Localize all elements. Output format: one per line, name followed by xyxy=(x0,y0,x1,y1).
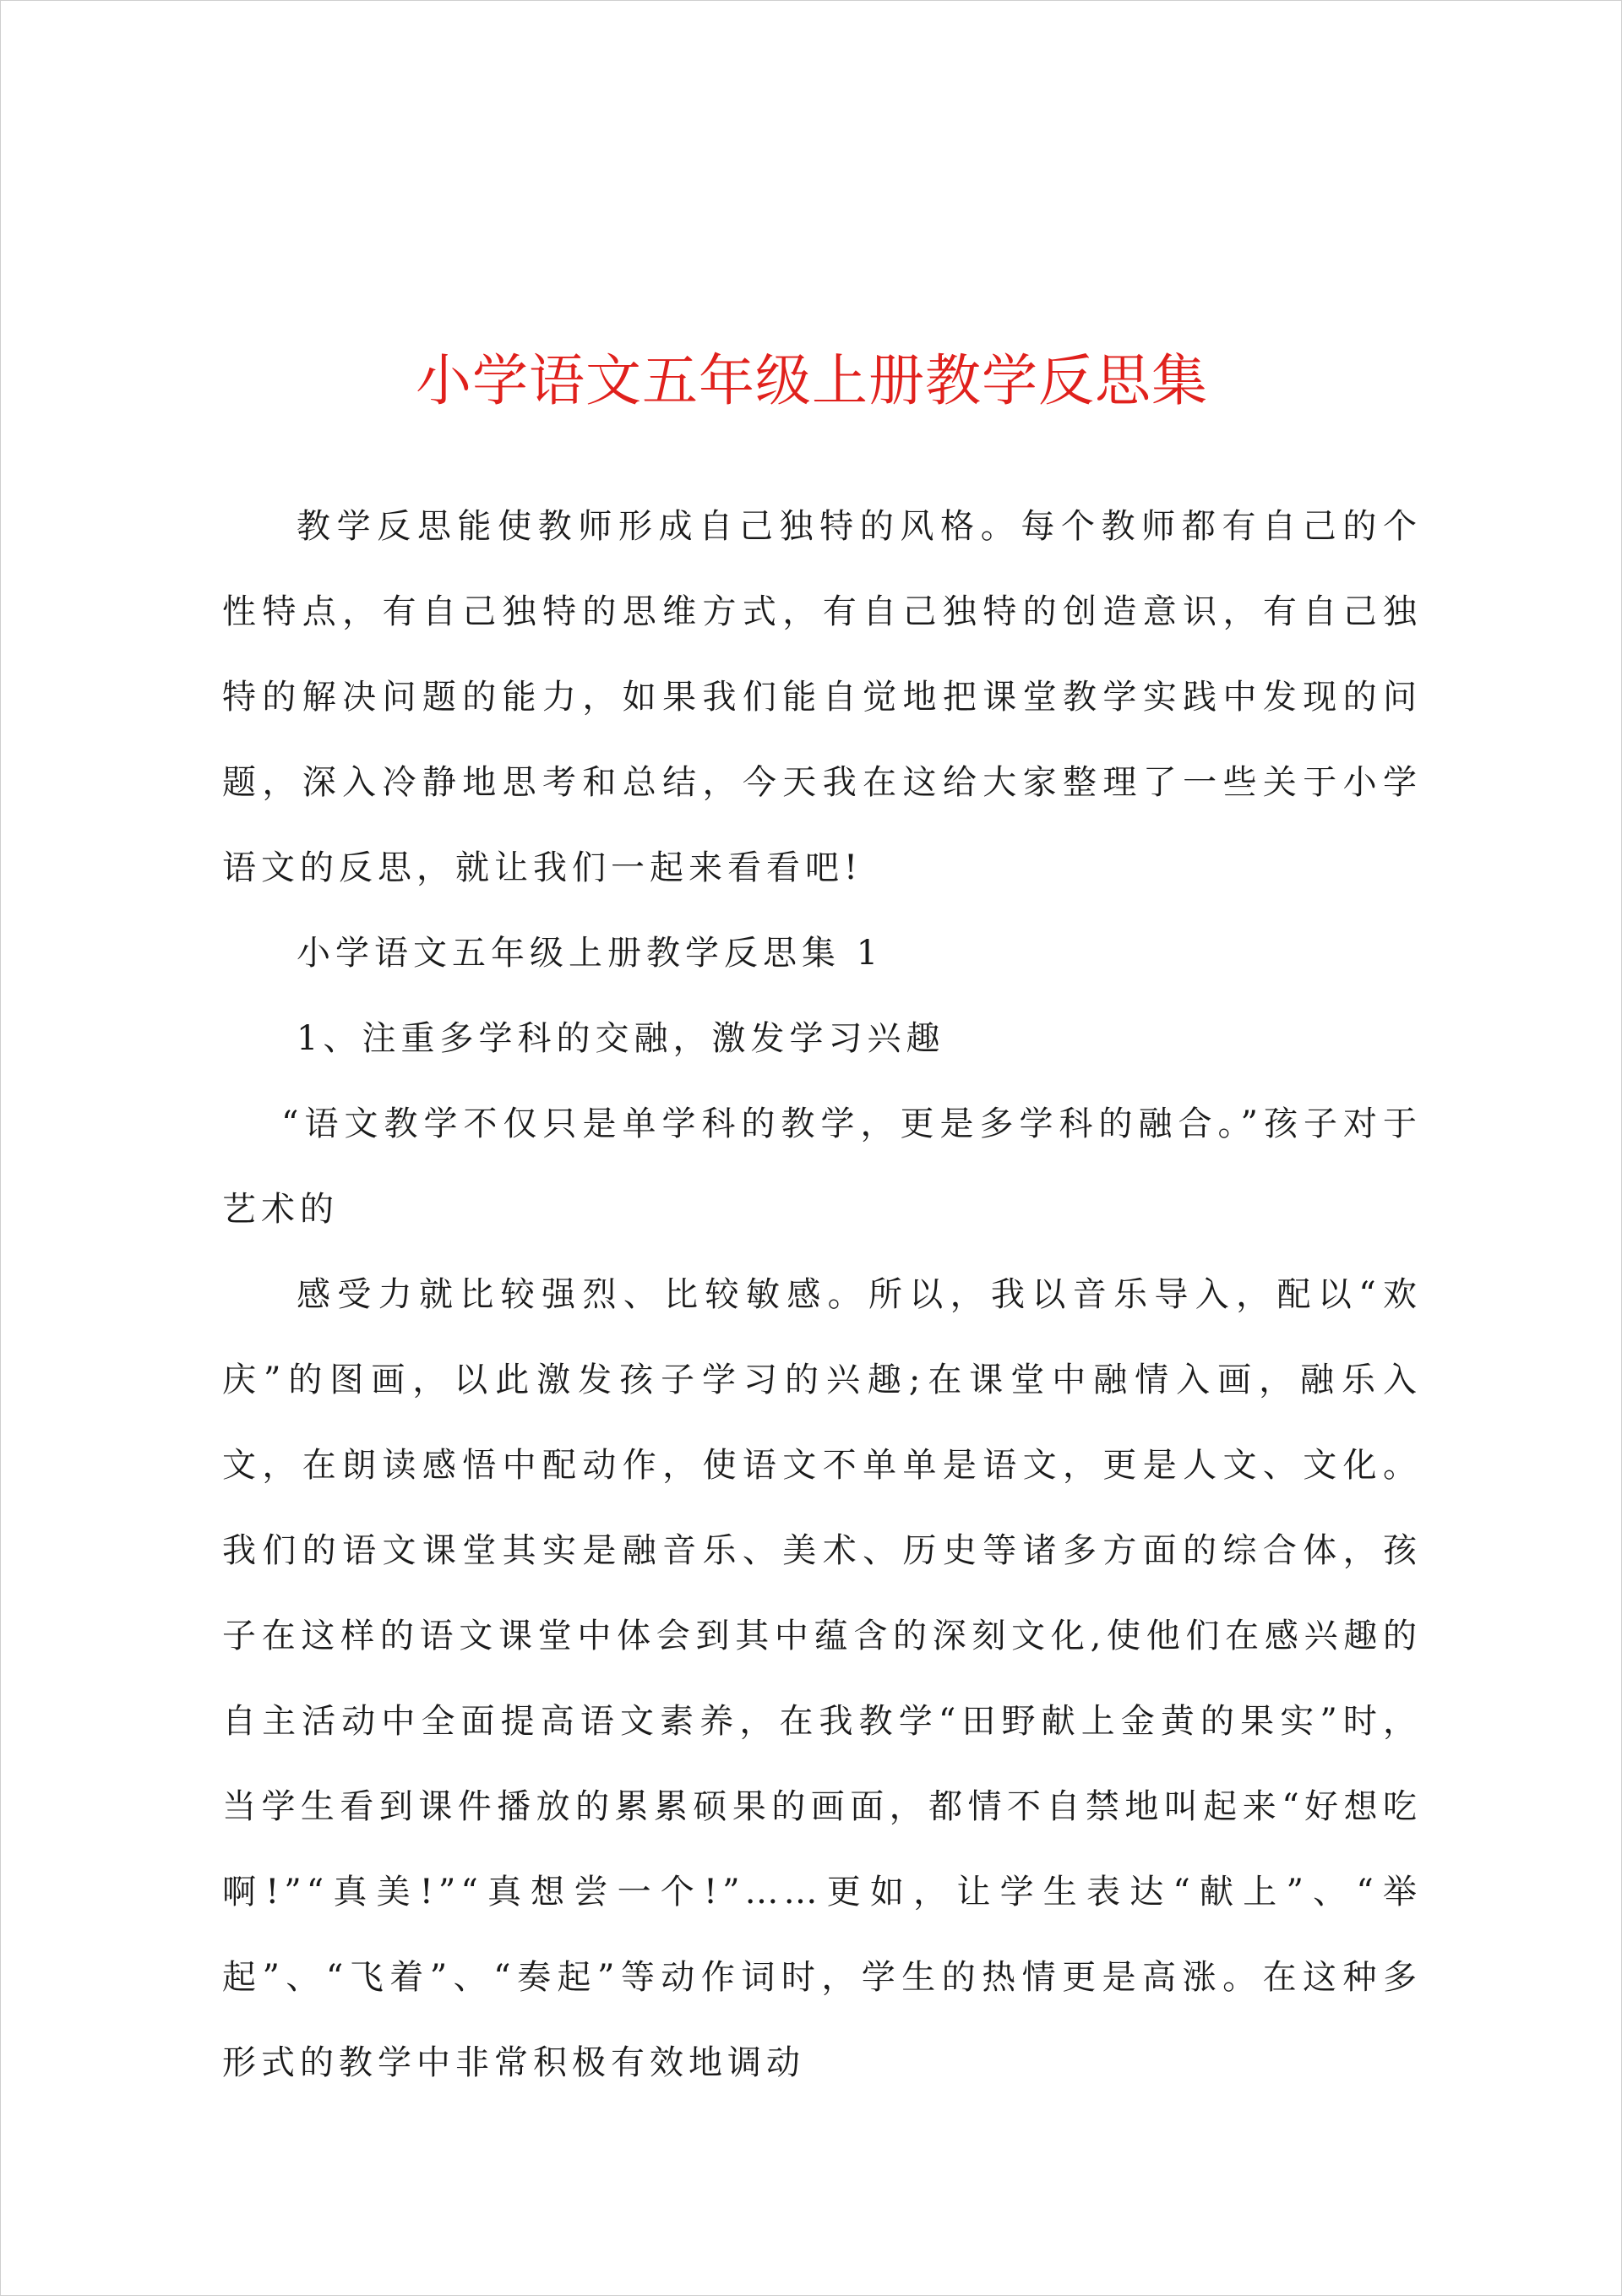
quote-paragraph: “语文教学不仅只是单学科的教学，更是多学科的融合。”孩子对于艺术的 xyxy=(222,1104,1422,1229)
section-heading: 小学语文五年级上册教学反思集 1 xyxy=(297,934,884,973)
document-body xyxy=(222,484,1422,2106)
point-1-heading: 1、注重多学科的交融，激发学习兴趣 xyxy=(297,1019,945,1058)
intro-paragraph: 教学反思能使教师形成自己独特的风格。每个教师都有自己的个性特点，有自己独特的思维方式，有自己独特的创造意识，有自己独特的解决问题的能力，如果我们能自觉地把课堂教学实践中发现的问题，深入冷静地思考和总结，今天我在这给大家整理了一些关于小学语文的反思，就让我们一起来看看吧! xyxy=(222,507,1422,887)
document-title: 小学语文五年级上册教学反思集 xyxy=(416,348,1208,413)
body-paragraph: 感受力就比较强烈、比较敏感。所以，我以音乐导入，配以“欢庆”的图画，以此激发孩子学习的兴趣;在课堂中融情入画，融乐入文，在朗读感悟中配动作，使语文不单单是语文，更是人文、文化。我们的语文课堂其实是融音乐、美术、历史等诸多方面的综合体，孩子在这样的语文课堂中体会到其中蕴含的深刻文化,使他们在感兴趣的自主活动中全面提高语文素养，在我教学“田野献上金黄的果实”时，当学生看到课件播放的累累硕果的画面，都情不自禁地叫起来“好想吃啊!”“真美!”“真想尝一个!”……更如，让学生表达“献上”、“举起”、“飞着”、“奏起”等动作词时，学生的热情更是高涨。在这种多形式的教学中非常积极有效地调动 xyxy=(222,1275,1422,2082)
